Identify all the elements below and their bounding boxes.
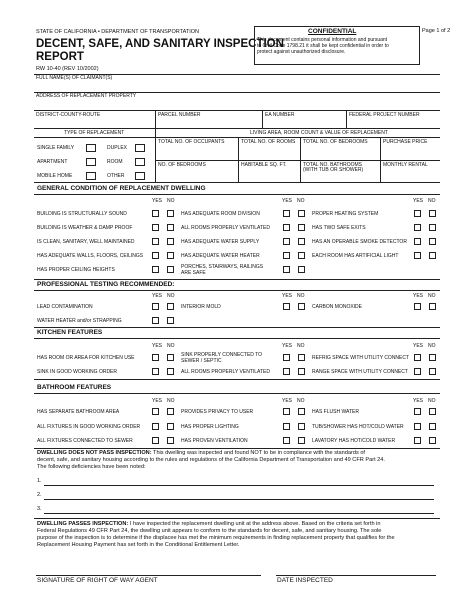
yes-checkbox[interactable] bbox=[152, 303, 159, 310]
no-checkbox[interactable] bbox=[429, 408, 436, 415]
federal-label: FEDERAL PROJECT NUMBER bbox=[349, 112, 420, 118]
passes-line-1 bbox=[37, 521, 380, 528]
duplex-checkbox[interactable] bbox=[135, 144, 145, 152]
yes-checkbox[interactable] bbox=[414, 423, 421, 430]
no-checkbox[interactable] bbox=[167, 266, 174, 273]
no-checkbox[interactable] bbox=[298, 408, 305, 415]
habitable-label: HABITABLE SQ. FT. bbox=[241, 162, 287, 168]
general-item: HAS ADEQUATE WATER SUPPLY bbox=[181, 239, 260, 245]
date-label: DATE INSPECTED bbox=[277, 577, 333, 584]
kitchen-item: REFRIG SPACE WITH UTILITY CONNECT bbox=[312, 355, 410, 361]
address-label: ADDRESS OF REPLACEMENT PROPERTY bbox=[36, 93, 137, 99]
yes-checkbox[interactable] bbox=[283, 423, 290, 430]
yes-header: YES bbox=[413, 293, 424, 299]
confidential-text-2: to Civil Code 1798.21 it shall be kept confidential in order to bbox=[257, 43, 389, 49]
yes-header: YES bbox=[413, 198, 424, 204]
form-title-line2: REPORT bbox=[36, 51, 84, 63]
passes-text-2: Federal Regulations 49 CFR Part 24, the dwelling unit appears to conform to the standards for decent, safe, and sanitary housing. The sole bbox=[37, 528, 382, 534]
general-item: IS CLEAN, SANITARY, WELL MAINTAINED bbox=[37, 239, 135, 245]
rental-label: MONTHLY RENTAL bbox=[383, 162, 428, 168]
no-header: NO bbox=[167, 198, 175, 204]
testing-item: WATER HEATER and/or STRAPPING bbox=[37, 318, 122, 324]
confidential-text-1: This document contains personal information and pursuant bbox=[257, 37, 388, 43]
confidential-title: CONFIDENTIAL bbox=[308, 28, 357, 35]
no-checkbox[interactable] bbox=[429, 423, 436, 430]
kitchen-item: SINK PROPERLY CONNECTED TO bbox=[181, 352, 263, 358]
no-checkbox[interactable] bbox=[167, 408, 174, 415]
form-number: RW 10-40 (REV 10/2002) bbox=[36, 66, 99, 72]
district-label: DISTRICT-COUNTY-ROUTE bbox=[36, 112, 101, 118]
address-field[interactable] bbox=[36, 99, 436, 109]
passes-label: DWELLING PASSES INSPECTION: bbox=[37, 521, 129, 527]
no-checkbox[interactable] bbox=[429, 437, 436, 444]
no-header: NO bbox=[297, 398, 305, 404]
general-item: HAS PROPER CEILING HEIGHTS bbox=[37, 267, 115, 273]
general-item: EACH ROOM HAS ARTIFICIAL LIGHT bbox=[312, 253, 399, 259]
yes-checkbox[interactable] bbox=[152, 368, 159, 375]
parcel-label: PARCEL NUMBER bbox=[158, 112, 201, 118]
bathroom-item: HAS PROPER LIGHTING bbox=[181, 424, 239, 430]
type-header: TYPE OF REPLACEMENT bbox=[64, 130, 125, 136]
single-family-checkbox[interactable] bbox=[86, 144, 96, 152]
yes-checkbox[interactable] bbox=[414, 354, 421, 361]
yes-checkbox[interactable] bbox=[283, 408, 290, 415]
general-item: PROPER HEATING SYSTEM bbox=[312, 211, 379, 217]
yes-checkbox[interactable] bbox=[283, 354, 290, 361]
no-checkbox[interactable] bbox=[429, 238, 436, 245]
passes-text-3: purpose of the inspection is to determine if the displacee has met the minimum requirements in finding replacement property that qualifies for the bbox=[37, 535, 395, 541]
no-checkbox[interactable] bbox=[167, 437, 174, 444]
yes-checkbox[interactable] bbox=[283, 252, 290, 259]
general-item: HAS ADEQUATE WATER HEATER bbox=[181, 253, 260, 259]
no-checkbox[interactable] bbox=[429, 368, 436, 375]
yes-checkbox[interactable] bbox=[152, 252, 159, 259]
not-pass-line-1 bbox=[37, 450, 365, 457]
yes-checkbox[interactable] bbox=[414, 252, 421, 259]
no-header: NO bbox=[428, 398, 436, 404]
deficiency-number: 1. bbox=[37, 478, 42, 484]
no-checkbox[interactable] bbox=[298, 368, 305, 375]
no-checkbox[interactable] bbox=[167, 317, 174, 324]
kitchen-item: HAS ROOM OR AREA FOR KITCHEN USE bbox=[37, 355, 135, 361]
yes-checkbox[interactable] bbox=[152, 224, 159, 231]
deficiency-line-3[interactable] bbox=[44, 513, 434, 514]
yes-checkbox[interactable] bbox=[414, 238, 421, 245]
kitchen-item: SEWER / SEPTIC bbox=[181, 358, 222, 364]
yes-checkbox[interactable] bbox=[283, 437, 290, 444]
bathroom-item: HAS SEPARATE BATHROOM AREA bbox=[37, 409, 120, 415]
yes-header: YES bbox=[282, 198, 293, 204]
yes-checkbox[interactable] bbox=[414, 210, 421, 217]
yes-header: YES bbox=[282, 343, 293, 349]
bathroom-item: ALL FIXTURES IN GOOD WORKING ORDER bbox=[37, 424, 141, 430]
not-pass-text-1: This dwelling was inspected and found NOT to be in compliance with the standards of bbox=[151, 450, 365, 456]
bathroom-item: LAVATORY HAS HOT/COLD WATER bbox=[312, 438, 396, 444]
kitchen-item: RANGE SPACE WITH UTILITY CONNECT bbox=[312, 369, 408, 375]
bedrooms-label: NO. OF BEDROOMS bbox=[158, 162, 206, 168]
claimants-field[interactable] bbox=[36, 81, 436, 91]
no-checkbox[interactable] bbox=[167, 303, 174, 310]
no-checkbox[interactable] bbox=[298, 303, 305, 310]
other-checkbox[interactable] bbox=[135, 172, 145, 180]
yes-header: YES bbox=[413, 343, 424, 349]
yes-checkbox[interactable] bbox=[414, 437, 421, 444]
no-header: NO bbox=[428, 343, 436, 349]
no-checkbox[interactable] bbox=[429, 354, 436, 361]
kitchen-item: ALL ROOMS PROPERLY VENTILATED bbox=[181, 369, 271, 375]
no-checkbox[interactable] bbox=[298, 252, 305, 259]
not-pass-label: DWELLING DOES NOT PASS INSPECTION: bbox=[37, 450, 152, 456]
yes-header: YES bbox=[282, 398, 293, 404]
bathroom-item: TUB/SHOWER HAS HOT/COLD WATER bbox=[312, 424, 404, 430]
yes-checkbox[interactable] bbox=[283, 368, 290, 375]
yes-header: YES bbox=[282, 293, 293, 299]
general-item: ALL ROOMS PROPERLY VENTILATED bbox=[181, 225, 271, 231]
general-item: HAS TWO SAFE EXITS bbox=[312, 225, 366, 231]
yes-checkbox[interactable] bbox=[414, 408, 421, 415]
not-pass-text-3: The following deficiencies have been noted: bbox=[37, 464, 146, 470]
bathroom-item: ALL FIXTURES CONNECTED TO SEWER bbox=[37, 438, 133, 444]
general-item: HAS ADEQUATE ROOM DIVISION bbox=[181, 211, 260, 217]
apartment-checkbox[interactable] bbox=[86, 158, 96, 166]
yes-checkbox[interactable] bbox=[414, 303, 421, 310]
kitchen-section-title: KITCHEN FEATURES bbox=[37, 329, 103, 336]
yes-checkbox[interactable] bbox=[152, 238, 159, 245]
yes-checkbox[interactable] bbox=[283, 238, 290, 245]
no-header: NO bbox=[167, 398, 175, 404]
no-checkbox[interactable] bbox=[167, 224, 174, 231]
yes-checkbox[interactable] bbox=[152, 317, 159, 324]
testing-item: CARBON MONOXIDE bbox=[312, 304, 363, 310]
yes-header: YES bbox=[152, 398, 163, 404]
purchase-label: PURCHASE PRICE bbox=[383, 139, 428, 145]
no-checkbox[interactable] bbox=[167, 354, 174, 361]
general-item: HAS ADEQUATE WALLS, FLOORS, CEILINGS bbox=[37, 253, 144, 259]
yes-checkbox[interactable] bbox=[283, 303, 290, 310]
yes-checkbox[interactable] bbox=[283, 224, 290, 231]
mobile-home-checkbox[interactable] bbox=[86, 172, 96, 180]
passes-text-1: I have inspected the replacement dwelling unit at the address above. Based on the criteria set forth in bbox=[128, 521, 381, 527]
general-item: PORCHES, STAIRWAYS, RAILINGS bbox=[181, 264, 264, 270]
no-header: NO bbox=[297, 293, 305, 299]
form-title-line1: DECENT, SAFE, AND SANITARY INSPECTION bbox=[36, 38, 284, 50]
no-checkbox[interactable] bbox=[298, 210, 305, 217]
claimants-label: FULL NAME(S) OF CLAIMANT(S) bbox=[36, 75, 113, 81]
no-checkbox[interactable] bbox=[429, 303, 436, 310]
no-checkbox[interactable] bbox=[167, 368, 174, 375]
no-checkbox[interactable] bbox=[429, 210, 436, 217]
no-checkbox[interactable] bbox=[429, 224, 436, 231]
deficiency-line-1[interactable] bbox=[44, 485, 434, 486]
no-header: NO bbox=[297, 343, 305, 349]
room-checkbox[interactable] bbox=[135, 158, 145, 166]
living-header: LIVING AREA, ROOM COUNT & VALUE OF REPLACEMENT bbox=[250, 130, 388, 136]
date-line[interactable] bbox=[276, 575, 436, 576]
testing-item: INTERIOR MOLD bbox=[181, 304, 221, 310]
general-section-title: GENERAL CONDITION OF REPLACEMENT DWELLING bbox=[37, 185, 206, 192]
testing-item: LEAD CONTAMINATION bbox=[37, 304, 93, 310]
yes-header: YES bbox=[413, 398, 424, 404]
no-checkbox[interactable] bbox=[167, 238, 174, 245]
yes-checkbox[interactable] bbox=[152, 354, 159, 361]
deficiency-line-2[interactable] bbox=[44, 499, 434, 500]
yes-checkbox[interactable] bbox=[152, 266, 159, 273]
no-checkbox[interactable] bbox=[429, 252, 436, 259]
no-header: NO bbox=[428, 198, 436, 204]
signature-label: SIGNATURE OF RIGHT OF WAY AGENT bbox=[37, 577, 158, 584]
bathrooms-label: TOTAL NO. BATHROOMS bbox=[303, 162, 362, 168]
confidential-text-3: protect against unauthorized disclosure. bbox=[257, 49, 346, 55]
yes-checkbox[interactable] bbox=[414, 224, 421, 231]
no-checkbox[interactable] bbox=[298, 437, 305, 444]
no-checkbox[interactable] bbox=[298, 266, 305, 273]
no-checkbox[interactable] bbox=[167, 210, 174, 217]
no-checkbox[interactable] bbox=[298, 423, 305, 430]
type-room: ROOM bbox=[107, 159, 123, 165]
bedrooms-total-label: TOTAL NO. OF BEDROOMS bbox=[303, 139, 368, 145]
bathrooms-sub-label: (WITH TUB OR SHOWER) bbox=[303, 167, 364, 173]
no-header: NO bbox=[297, 198, 305, 204]
type-duplex: DUPLEX bbox=[107, 145, 128, 151]
not-pass-text-2: decent, safe, and sanitary housing according to the rules and regulations of the California Department of Transportation and 49 CFR Part 24. bbox=[37, 457, 385, 463]
type-single-family: SINGLE FAMILY bbox=[37, 145, 75, 151]
bathroom-section-title: BATHROOM FEATURES bbox=[37, 384, 112, 391]
bathroom-item: HAS PROVEN VENTILATION bbox=[181, 438, 248, 444]
yes-checkbox[interactable] bbox=[152, 408, 159, 415]
no-checkbox[interactable] bbox=[167, 423, 174, 430]
yes-header: YES bbox=[152, 343, 163, 349]
yes-checkbox[interactable] bbox=[283, 266, 290, 273]
no-checkbox[interactable] bbox=[298, 224, 305, 231]
agency-name: STATE OF CALIFORNIA • DEPARTMENT OF TRANSPORTATION bbox=[36, 29, 199, 35]
signature-line[interactable] bbox=[36, 575, 261, 576]
general-item: BUILDING IS STRUCTURALLY SOUND bbox=[37, 211, 127, 217]
deficiency-number: 2. bbox=[37, 492, 42, 498]
kitchen-item: SINK IN GOOD WORKING ORDER bbox=[37, 369, 118, 375]
yes-checkbox[interactable] bbox=[152, 423, 159, 430]
rooms-label: TOTAL NO. OF ROOMS bbox=[241, 139, 296, 145]
no-checkbox[interactable] bbox=[298, 238, 305, 245]
yes-header: YES bbox=[152, 293, 163, 299]
occupants-label: TOTAL NO. OF OCCUPANTS bbox=[158, 139, 225, 145]
general-item: BUILDING IS WEATHER & DAMP PROOF bbox=[37, 225, 133, 231]
no-header: NO bbox=[167, 343, 175, 349]
bathroom-item: PROVIDES PRIVACY TO USER bbox=[181, 409, 254, 415]
yes-checkbox[interactable] bbox=[283, 210, 290, 217]
bathroom-item: HAS FLUSH WATER bbox=[312, 409, 359, 415]
ea-label: EA NUMBER bbox=[265, 112, 295, 118]
yes-checkbox[interactable] bbox=[152, 210, 159, 217]
type-apartment: APARTMENT bbox=[37, 159, 68, 165]
testing-section-title: PROFESSIONAL TESTING RECOMMENDED: bbox=[37, 281, 175, 288]
yes-checkbox[interactable] bbox=[414, 368, 421, 375]
general-item: HAS AN OPERABLE SMOKE DETECTOR bbox=[312, 239, 407, 245]
no-checkbox[interactable] bbox=[298, 354, 305, 361]
no-checkbox[interactable] bbox=[167, 252, 174, 259]
page-number: Page 1 of 2 bbox=[422, 28, 451, 34]
no-header: NO bbox=[167, 293, 175, 299]
yes-header: YES bbox=[152, 198, 163, 204]
yes-checkbox[interactable] bbox=[152, 437, 159, 444]
type-mobile-home: MOBILE HOME bbox=[37, 173, 73, 179]
general-item: ARE SAFE bbox=[181, 270, 206, 276]
no-header: NO bbox=[428, 293, 436, 299]
passes-text-4: Replacement Housing Payment has set forth in the Conditional Entitlement Letter. bbox=[37, 542, 240, 548]
deficiency-number: 3. bbox=[37, 506, 42, 512]
type-other: OTHER bbox=[107, 173, 125, 179]
